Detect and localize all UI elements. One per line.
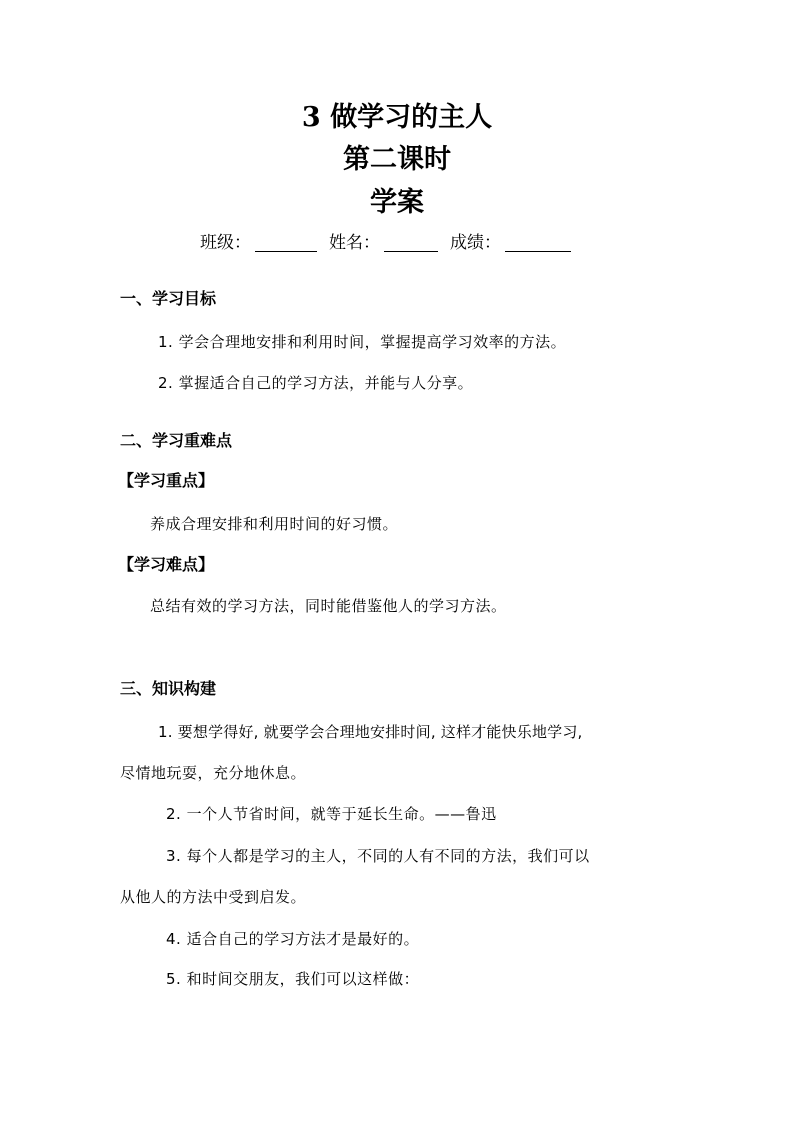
knowledge-item-1-line-1: 1. 要想学得好, 就要学会合理地安排时间, 这样才能快乐地学习, bbox=[158, 723, 583, 741]
knowledge-item-3-line-2: 从他人的方法中受到启发。 bbox=[120, 888, 307, 906]
score-label: 成绩： bbox=[450, 233, 501, 253]
section-heading-key-points: 二、学习重难点 bbox=[120, 431, 233, 450]
knowledge-item-4: 4. 适合自己的学习方法才是最好的。 bbox=[166, 930, 420, 948]
class-label: 班级： bbox=[200, 233, 251, 253]
knowledge-item-3-line-1: 3. 每个人都是学习的主人，不同的人有不同的方法，我们可以 bbox=[166, 847, 590, 865]
knowledge-item-2: 2. 一个人节省时间，就等于延长生命。——鲁迅 bbox=[166, 805, 497, 823]
lesson-subtitle: 第二课时 bbox=[343, 144, 451, 175]
name-blank[interactable] bbox=[384, 231, 438, 252]
objective-item-2: 2. 掌握适合自己的学习方法，并能与人分享。 bbox=[158, 374, 474, 392]
knowledge-item-5: 5. 和时间交朋友，我们可以这样做： bbox=[166, 970, 420, 988]
class-blank[interactable] bbox=[255, 231, 317, 252]
key-point-text: 养成合理安排和利用时间的好习惯。 bbox=[150, 515, 399, 533]
score-blank[interactable] bbox=[505, 231, 571, 252]
knowledge-item-1-line-2: 尽情地玩耍，充分地休息。 bbox=[120, 764, 307, 782]
objective-item-1: 1. 学会合理地安排和利用时间，掌握提高学习效率的方法。 bbox=[158, 333, 567, 351]
worksheet-label: 学案 bbox=[370, 187, 424, 218]
name-label: 姓名： bbox=[329, 233, 380, 253]
difficult-point-text: 总结有效的学习方法，同时能借鉴他人的学习方法。 bbox=[150, 597, 507, 615]
student-info-line bbox=[200, 229, 583, 257]
document-title: 3 做学习的主人 bbox=[301, 102, 493, 133]
section-heading-knowledge: 三、知识构建 bbox=[120, 679, 217, 698]
difficult-point-label: 【学习难点】 bbox=[118, 555, 215, 574]
section-heading-objectives: 一、学习目标 bbox=[120, 289, 217, 308]
key-point-label: 【学习重点】 bbox=[118, 471, 215, 490]
